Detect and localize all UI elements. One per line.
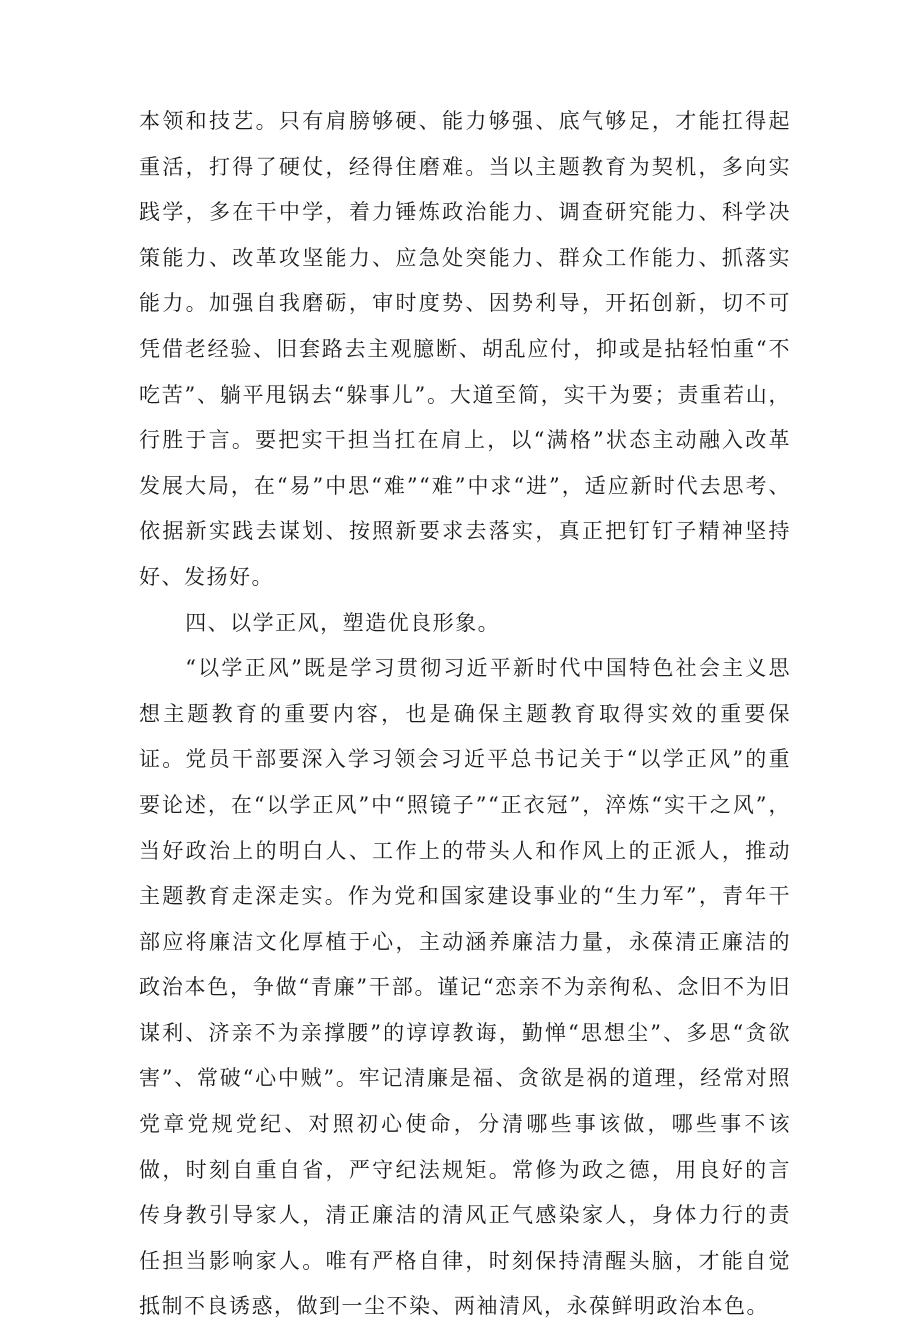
document-body <box>139 99 791 1330</box>
paragraph-body: “以学正风”既是学习贯彻习近平新时代中国特色社会主义思想主题教育的重要内容，也是确保主题教育取得实效的重要保证。党员干部要深入学习领会习近平总书记关于“以学正风”的重要论述，在“以学正风”中“照镜子”“正衣冠”，淬炼“实干之风”，当好政治上的明白人、工作上的带头人和作风上的正派人，推动主题教育走深走实。作为党和国家建设事业的“生力军”，青年干部应将廉洁文化厚植于心，主动涵养廉洁力量，永葆清正廉洁的政治本色，争做“青廉”干部。谨记“恋亲不为亲徇私、念旧不为旧谋利、济亲不为亲撑腰”的谆谆教诲，勤惮“思想尘”、多思“贪欲害”、常破“心中贼”。牢记清廉是福、贪欲是祸的道理，经常对照党章党规党纪、对照初心使命，分清哪些事该做，哪些事不该做，时刻自重自省，严守纪法规矩。常修为政之德，用良好的言传身教引导家人，清正廉洁的清风正气感染家人，身体力行的责任担当影响家人。唯有严格自律，时刻保持清醒头脑，才能自觉抵制不良诱惑，做到一尘不染、两袖清风，永葆鲜明政治本色。 <box>139 656 791 1319</box>
section-heading: 四、以学正风，塑造优良形象。 <box>185 610 501 635</box>
paragraph-continuation: 本领和技艺。只有肩膀够硬、能力够强、底气够足，才能扛得起重活，打得了硬仗，经得住磨难。当以主题教育为契机，多向实践学，多在干中学，着力锤炼政治能力、调查研究能力、科学决策能力、改革攻坚能力、应急处突能力、群众工作能力、抓落实能力。加强自我磨砺，审时度势、因势利导，开拓创新，切不可凭借老经验、旧套路去主观臆断、胡乱应付，抑或是拈轻怕重“不吃苦”、躺平甩锅去“躲事儿”。大道至简，实干为要；责重若山，行胜于言。要把实干担当扛在肩上，以“满格”状态主动融入改革发展大局，在“易”中思“难”“难”中求“进”，适应新时代去思考、依据新实践去谋划、按照新要求去落实，真正把钉钉子精神坚持好、发扬好。 <box>139 109 791 589</box>
